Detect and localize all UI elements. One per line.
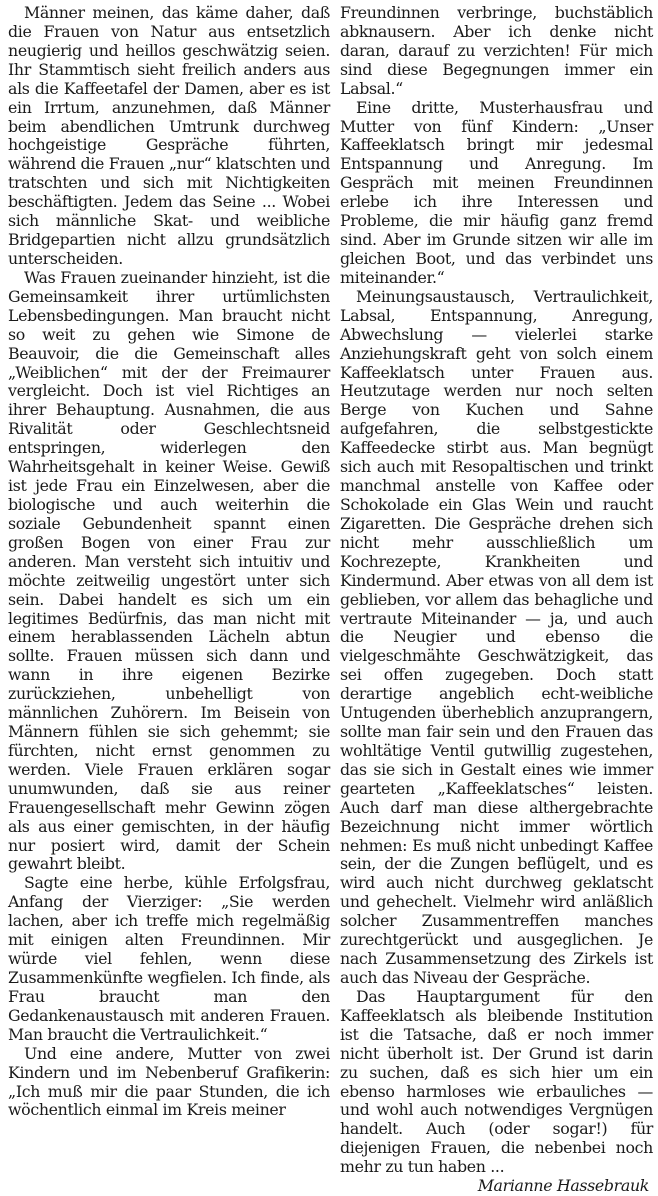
paragraph: Das Hauptargument für den Kaffeeklatsch als bleibende Institution ist die Tatsache, daß er noch immer nicht überholt ist. Der Grund ist darin zu suchen, daß es sich hier um ein ebenso harmloses wie erbauliches — und wohl auch notwendiges Vergnügen handelt. Auch (oder sogar!) für diejenigen Frauen, die nebenbei noch mehr zu tun haben ... (340, 986, 653, 1177)
paragraph-continued: Freundinnen verbringe, buchstäblich abknausern. Aber ich denke nicht daran, darauf zu verzichten! Für mich sind diese Begegnungen immer ein Labsal.“ (340, 3, 653, 98)
paragraph: Was Frauen zueinander hinzieht, ist die Gemeinsamkeit ihrer urtümlichsten Lebensbedingungen. Man braucht nicht so weit zu gehen wie Simone de Beauvoir, die die Gemeinschaft alles „Weiblichen“ mit der der Freimaurer vergleicht. Doch ist viel Richtiges an ihrer Behauptung. Ausnahmen, die aus Rivalität oder Geschlechtsneid entspringen, widerlegen den Wahrheitsgehalt in keiner Weise. Gewiß ist jede Frau ein Einzelwesen, aber die biologische und auch weiterhin die soziale Gebundenheit spannt einen großen Bogen von einer Frau zur anderen. Man versteht sich intuitiv und möchte zeitweilig ungestört unter sich sein. Dabei handelt es sich um ein legitimes Bedürfnis, das man nicht mit einem herablassenden Lächeln abtun sollte. Frauen müssen sich dann und wann in ihre eigenen Bezirke zurückziehen, unbehelligt von männlichen Zuhörern. Im Beisein von Männern fühlen sie sich gehemmt; sie fürchten, nicht ernst genommen zu werden. Viele Frauen erklären sogar unumwunden, daß sie aus reiner Frauengesellschaft mehr Gewinn zögen als aus einer gemischten, in der häufig nur posiert wird, damit der Schein gewahrt bleibt. (8, 267, 330, 874)
paragraph: Eine dritte, Musterhausfrau und Mutter von fünf Kindern: „Unser Kaffeeklatsch bringt mir jedesmal Entspannung und Anregung. Im Gespräch mit meinen Freundinnen erlebe ich ihre Interessen und Probleme, die mir häufig ganz fremd sind. Aber im Grunde sitzen wir alle im gleichen Boot, und das verbindet uns miteinander.“ (340, 97, 653, 287)
paragraph: Meinungsaustausch, Vertraulichkeit, Labsal, Entspannung, Anregung, Abwechslung — vielerlei starke Anziehungskraft geht von solch einem Kaffeeklatsch unter Frauen aus. Heutzutage werden nur noch selten Berge von Kuchen und Sahne aufgefahren, die selbstgestickte Kaffeedecke stirbt aus. Man begnügt sich auch mit Resopaltischen und trinkt manchmal anstelle von Kaffee oder Schokolade ein Glas Wein und raucht Zigaretten. Die Gespräche drehen sich nicht mehr ausschließlich um Kochrezepte, Krankheiten und Kindermund. Aber etwas von all dem ist geblieben, vor allem das behagliche und vertraute Miteinander — ja, und auch die Neugier und ebenso die vielgeschmähte Geschwätzigkeit, das sei offen zugegeben. Doch statt derartige angeblich echt-weibliche Untugenden überheblich anzuprangern, sollte man fair sein und den Frauen das wohltätige Ventil gutwillig zugestehen, das sie sich in Gestalt eines wie immer gearteten „Kaffeeklatsches“ leisten. Auch darf man diese althergebrachte Bezeichnung nicht immer wörtlich nehmen: Es muß nicht unbedingt Kaffee sein, der die Zungen beflügelt, und es wird auch nicht durchweg geklatscht und gehechelt. Vielmehr wird anläßlich solcher Zusammentreffen manches zurechtgerückt und ausgeglichen. Je nach Zusammensetzung des Zirkels ist auch das Niveau der Gespräche. (340, 286, 653, 988)
article-column-right (340, 4, 653, 1196)
article-column-left (8, 4, 330, 1120)
paragraph: Und eine andere, Mutter von zwei Kindern und im Nebenberuf Grafikerin: „Ich muß mir die paar Stunden, die ich wöchentlich einmal im Kreis meiner (8, 1043, 330, 1120)
paragraph: Sagte eine herbe, kühle Erfolgsfrau, Anfang der Vierziger: „Sie werden lachen, aber ich treffe mich regelmäßig mit einigen alten Freundinnen. Mir würde viel fehlen, wenn diese Zusammenkünfte wegfielen. Ich finde, als Frau braucht man den Gedankenaustausch mit anderen Frauen. Man braucht die Vertraulichkeit.“ (8, 873, 330, 1044)
paragraph: Männer meinen, das käme daher, daß die Frauen von Natur aus entsetzlich neugierig und heillos geschwätzig seien. Ihr Stammtisch sieht freilich anders aus als die Kaffeetafel der Damen, aber es ist ein Irrtum, anzunehmen, daß Männer beim abendlichen Umtrunk durchweg hochgeistige Gespräche führten, während die Frauen „nur“ klatschten und tratschten und sich mit Nichtigkeiten beschäftigten. Jedem das Seine ... Wobei sich männliche Skat- und weibliche Bridgepartien nicht allzu grundsätzlich unterscheiden. (8, 3, 330, 268)
author-signature: Marianne Hassebrauk (477, 1176, 649, 1196)
